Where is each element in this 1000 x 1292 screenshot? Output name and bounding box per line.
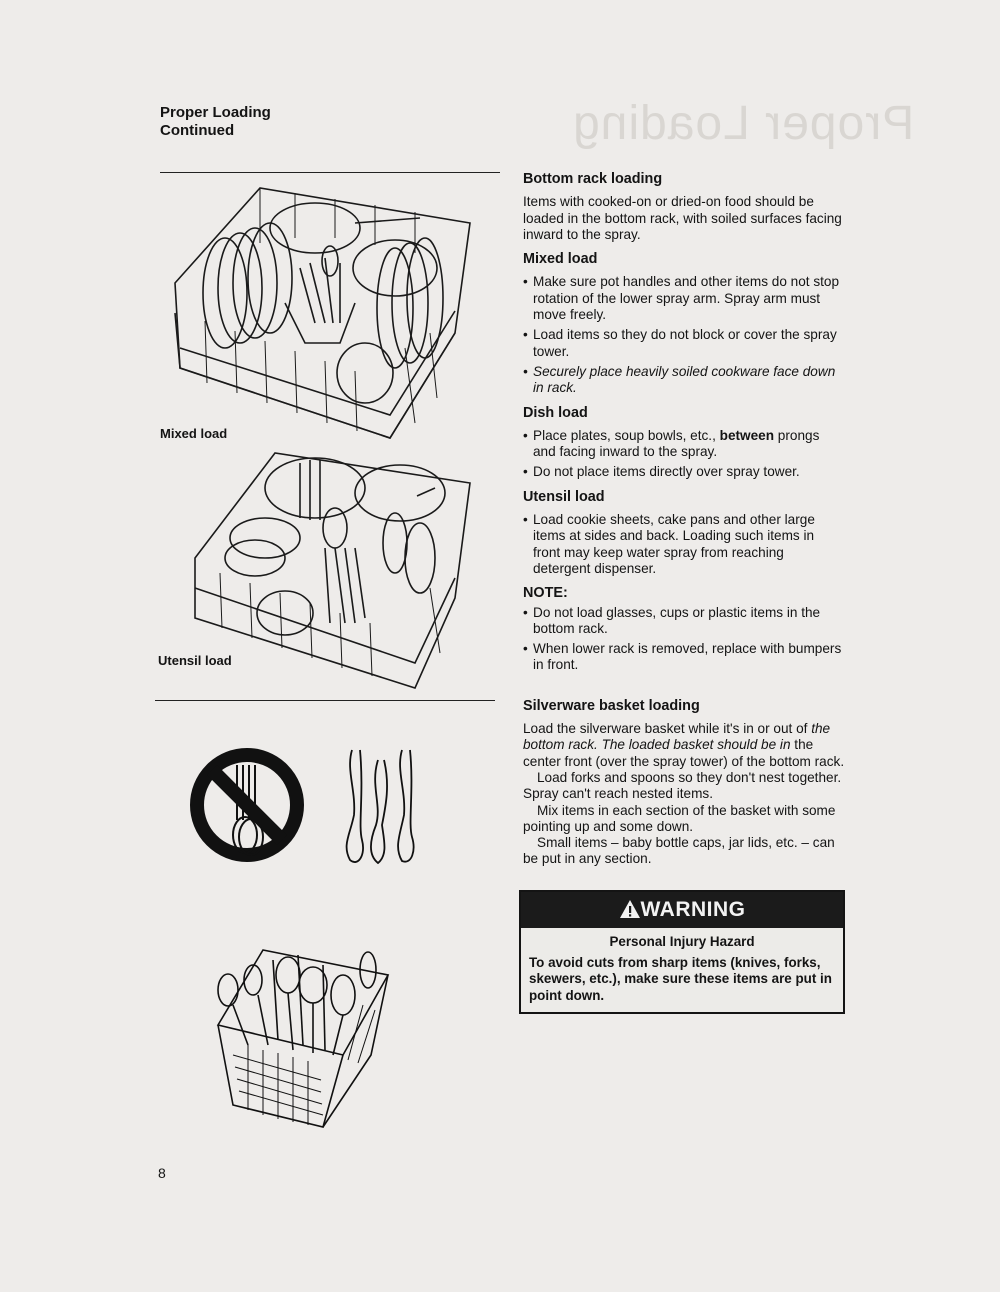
- warning-body: [521, 928, 843, 1012]
- list-item: • Place plates, soup bowls, etc., between prongs and facing inward to the spray.: [523, 428, 845, 461]
- silverware-basket-illustration: [203, 945, 398, 1130]
- mixed-load-rack-illustration: [165, 183, 475, 443]
- mixed-load-section: [523, 251, 845, 396]
- warning-header: [521, 892, 843, 928]
- note-section: [523, 585, 845, 673]
- mixed-load-heading: Mixed load: [523, 251, 598, 268]
- silverware-heading: Silverware basket loading: [523, 697, 700, 714]
- warning-triangle-icon: [619, 899, 641, 919]
- page-number: 8: [158, 1165, 166, 1181]
- mixed-load-caption: Mixed load: [160, 426, 228, 441]
- no-nesting-symbol: [187, 745, 307, 865]
- page-header: [160, 104, 271, 140]
- bottom-rack-body: Items with cooked-on or dried-on food should be loaded in the bottom rack, with soiled surfaces facing inward to the spray.: [523, 194, 842, 242]
- separated-utensils-illustration: [340, 745, 420, 870]
- list-item: • Do not place items directly over spray tower.: [523, 464, 845, 480]
- dish-load-heading: Dish load: [523, 404, 588, 421]
- silverware-paragraph-4: Small items – baby bottle caps, jar lids, etc. – can be put in any section.: [523, 835, 835, 867]
- list-item: • When lower rack is removed, replace with bumpers in front.: [523, 641, 845, 674]
- emphasis-between: between: [719, 427, 775, 443]
- warning-box: [519, 890, 845, 1014]
- utensil-load-heading: Utensil load: [523, 488, 605, 505]
- note-heading: NOTE:: [523, 585, 568, 602]
- silverware-paragraph-3: Mix items in each section of the basket with some pointing up and some down.: [523, 802, 836, 834]
- divider-top: [160, 172, 500, 173]
- instructions-column: [523, 171, 845, 876]
- header-subtitle: Continued: [160, 122, 235, 139]
- divider-middle: [155, 700, 495, 701]
- list-item: • Do not load glasses, cups or plastic items in the bottom rack.: [523, 605, 845, 638]
- silverware-paragraph-1: Load the silverware basket while it's in or out of the bottom rack. The loaded basket should be in the center front (over the spray tower) of the bottom rack.: [523, 721, 845, 769]
- warning-title: WARNING: [640, 898, 746, 921]
- warning-subtitle: Personal Injury Hazard: [609, 934, 755, 949]
- header-title: Proper Loading: [160, 104, 271, 121]
- bottom-rack-heading: Bottom rack loading: [523, 171, 663, 187]
- list-item: • Load items so they do not block or cover the spray tower.: [523, 327, 845, 360]
- bottom-rack-section: [523, 171, 845, 243]
- warning-text: To avoid cuts from sharp items (knives, forks, skewers, etc.), make sure these items are put in point down.: [529, 954, 832, 1003]
- utensil-load-caption: Utensil load: [158, 653, 232, 668]
- list-item: • Securely place heavily soiled cookware face down in rack.: [523, 364, 845, 397]
- list-item: • Load cookie sheets, cake pans and other large items at sides and back. Loading such items in front may keep water spray from reaching detergent dispenser.: [523, 512, 845, 577]
- list-item: • Make sure pot handles and other items do not stop rotation of the lower spray arm. Spray arm must move freely.: [523, 274, 845, 323]
- dish-load-section: [523, 405, 845, 481]
- utensil-load-section: [523, 489, 845, 577]
- silverware-paragraph-2: Load forks and spoons so they don't nest together. Spray can't reach nested items.: [523, 769, 842, 802]
- silverware-section: [523, 698, 845, 868]
- bleed-through-title: Proper Loading: [572, 97, 915, 150]
